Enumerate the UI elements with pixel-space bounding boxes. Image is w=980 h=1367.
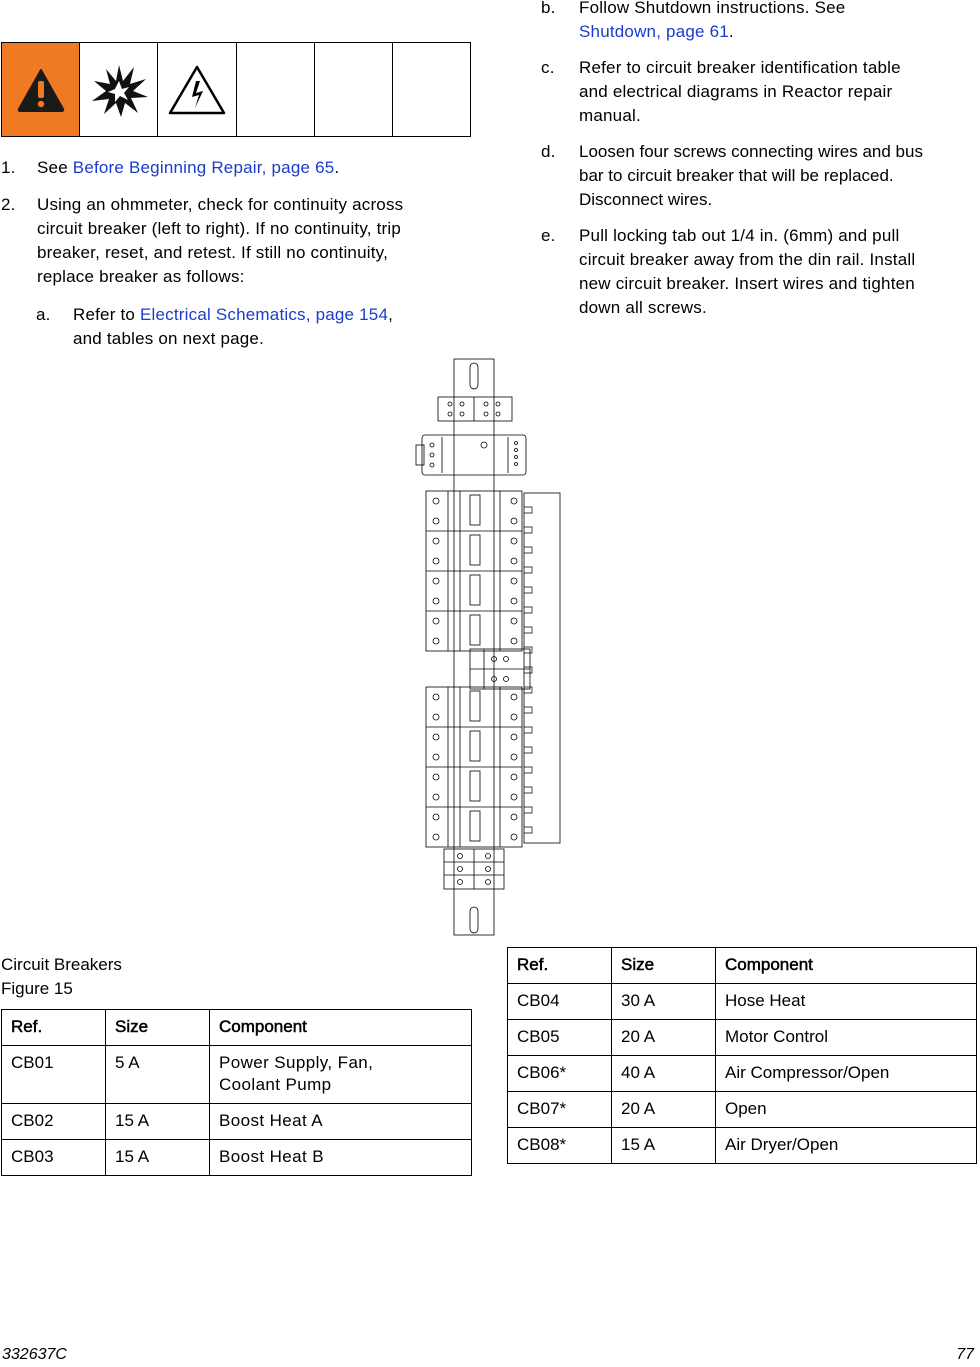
cell-component: Air Compressor/Open <box>716 1056 977 1092</box>
circuit-breaker-table-left <box>1 1009 472 1176</box>
step-e <box>541 224 916 317</box>
cell-ref: CB04 <box>508 984 612 1020</box>
step-1 <box>1 156 340 180</box>
cell-ref: CB01 <box>2 1046 106 1104</box>
step-text-line: Pull locking tab out 1/4 in. (6mm) and pull <box>579 226 900 245</box>
table-row <box>2 1104 472 1140</box>
cell-size: 5 A <box>106 1046 210 1104</box>
cell-component: Boost Heat A <box>210 1104 472 1140</box>
punctuation: . <box>334 158 340 177</box>
step-number: 1. <box>1 158 16 177</box>
cell-ref: CB03 <box>2 1140 106 1176</box>
empty-hazard-cell <box>393 43 470 136</box>
empty-hazard-cell <box>315 43 393 136</box>
figure-number: Figure 15 <box>1 979 73 998</box>
cell-component: Open <box>716 1092 977 1128</box>
before-beginning-repair-link[interactable]: Before Beginning Repair, page 65 <box>72 158 335 177</box>
explosion-hazard-icon <box>80 43 158 136</box>
cell-size: 15 A <box>106 1104 210 1140</box>
cell-size: 15 A <box>612 1128 716 1164</box>
header-ref: Ref. <box>508 948 612 984</box>
cell-ref: CB08* <box>508 1128 612 1164</box>
step-number: e. <box>541 226 556 245</box>
step-text-line: down all screws. <box>579 298 707 317</box>
step-text-line: Disconnect wires. <box>579 190 713 209</box>
cell-ref: CB02 <box>2 1104 106 1140</box>
table-row <box>508 1092 977 1128</box>
hazard-symbols-strip <box>1 42 471 137</box>
step-text-line: new circuit breaker. Insert wires and tighten <box>579 274 915 293</box>
cell-component-line: Power Supply, Fan, <box>219 1053 374 1072</box>
header-size: Size <box>106 1010 210 1046</box>
document-number: 332637C <box>2 1346 67 1363</box>
cell-size: 30 A <box>612 984 716 1020</box>
cell-ref: CB06* <box>508 1056 612 1092</box>
step-text-line: Follow Shutdown instructions. See <box>579 0 846 17</box>
header-size: Size <box>612 948 716 984</box>
step-text-line: circuit breaker away from the din rail. Install <box>579 250 916 269</box>
cell-size: 20 A <box>612 1092 716 1128</box>
step-text: See <box>37 158 73 177</box>
cell-component: Air Dryer/Open <box>716 1128 977 1164</box>
circuit-breaker-table-right <box>507 947 977 1164</box>
step-b <box>541 0 846 41</box>
step-number: b. <box>541 0 556 17</box>
table-row <box>508 1056 977 1092</box>
step-text: Refer to <box>73 305 140 324</box>
cell-component-line: Coolant Pump <box>219 1075 332 1094</box>
figure-caption <box>1 953 122 1001</box>
electrical-schematics-link[interactable]: Electrical Schematics, page 154 <box>140 305 389 324</box>
cell-component: Boost Heat B <box>210 1140 472 1176</box>
step-text-line: breaker, reset, and retest. If still no continuity, <box>37 243 388 262</box>
step-text-line: circuit breaker (left to right). If no continuity, trip <box>37 219 402 238</box>
table-header-row <box>2 1010 472 1046</box>
step-c <box>541 56 901 125</box>
table-row <box>2 1046 472 1104</box>
step-number: a. <box>36 305 51 324</box>
table-row <box>508 1020 977 1056</box>
step-2 <box>1 193 471 286</box>
header-component: Component <box>716 948 977 984</box>
step-text-line: Using an ohmmeter, check for continuity across <box>37 195 404 214</box>
step-number: 2. <box>1 195 16 214</box>
circuit-breaker-din-rail-illustration <box>412 357 564 937</box>
step-text-line: replace breaker as follows: <box>37 267 245 286</box>
table-row <box>2 1140 472 1176</box>
step-text-line: manual. <box>579 106 641 125</box>
step-a <box>36 303 394 348</box>
step-number: c. <box>541 58 555 77</box>
warning-exclamation-icon <box>2 43 80 136</box>
cell-component: Hose Heat <box>716 984 977 1020</box>
electric-shock-hazard-icon <box>158 43 236 136</box>
step-text-line: and tables on next page. <box>73 329 265 348</box>
header-ref: Ref. <box>2 1010 106 1046</box>
header-component: Component <box>210 1010 472 1046</box>
cell-ref: CB05 <box>508 1020 612 1056</box>
empty-hazard-cell <box>237 43 315 136</box>
step-text-line: and electrical diagrams in Reactor repair <box>579 82 893 101</box>
table-header-row <box>508 948 977 984</box>
cell-ref: CB07* <box>508 1092 612 1128</box>
table-row <box>508 984 977 1020</box>
shutdown-link[interactable]: Shutdown, page 61 <box>579 22 729 41</box>
cell-component <box>210 1046 472 1104</box>
step-number: d. <box>541 142 556 161</box>
page-number: 77 <box>956 1346 974 1363</box>
cell-component: Motor Control <box>716 1020 977 1056</box>
cell-size: 20 A <box>612 1020 716 1056</box>
step-text-line: bar to circuit breaker that will be replaced. <box>579 166 894 185</box>
step-text-line: Loosen four screws connecting wires and bus <box>579 142 923 161</box>
punctuation: . <box>728 22 734 41</box>
cell-size: 40 A <box>612 1056 716 1092</box>
punctuation: , <box>388 305 394 324</box>
step-text-line: Refer to circuit breaker identification table <box>579 58 901 77</box>
cell-size: 15 A <box>106 1140 210 1176</box>
figure-title: Circuit Breakers <box>1 955 122 974</box>
step-d <box>541 140 923 209</box>
table-row <box>508 1128 977 1164</box>
